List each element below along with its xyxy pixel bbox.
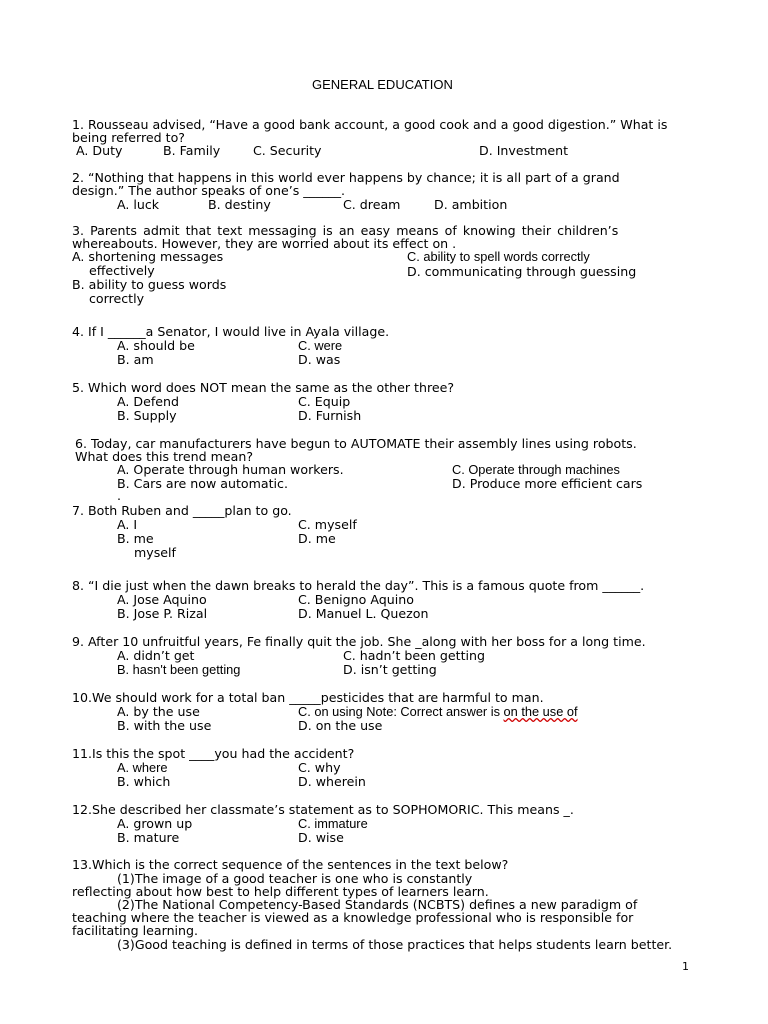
choice-b: B. destiny [208, 197, 271, 212]
choice-a: A. Jose Aquino [117, 592, 207, 607]
choice-a: A. Operate through human workers. [117, 462, 344, 477]
choice-c: C. myself [298, 517, 357, 532]
choice-b: B. Jose P. Rizal [117, 606, 208, 621]
choice-c [298, 705, 578, 719]
question-text: 3. Parents admit that text messaging is an easy means of knowing their children’s [72, 223, 619, 238]
choice-d: D. wise [298, 830, 344, 845]
choice-c: C. Security [253, 143, 322, 158]
question-text: What does this trend mean? [75, 449, 254, 464]
choice-b: B. which [117, 774, 171, 789]
question-text: whereabouts. However, they are worried about its effect on . [72, 236, 457, 251]
choice-a-continued: effectively [89, 263, 155, 278]
sentence-1: (1)The image of a good teacher is one who is constantly [117, 871, 473, 886]
sentence-2-continued: teaching where the teacher is viewed as a knowledge professional who is responsible for [72, 910, 634, 925]
choice-d: D. Investment [479, 143, 569, 158]
choice-b: B. ability to guess words [72, 277, 227, 292]
choice-b-continued: myself [134, 545, 176, 560]
spellcheck-underlined-text: on the use of [503, 704, 578, 719]
choice-d: D. communicating through guessing [407, 264, 637, 279]
sentence-3: (3)Good teaching is defined in terms of those practices that helps students learn better. [117, 937, 673, 952]
question-text: 4. If I ______a Senator, I would live in Ayala village. [72, 324, 390, 339]
question-text: being referred to? [72, 130, 185, 145]
choice-a: A. didn’t get [117, 648, 195, 663]
choice-c: C. Operate through machines [452, 462, 620, 477]
question-text: 8. “I die just when the dawn breaks to herald the day”. This is a famous quote from ______. [72, 578, 645, 593]
choice-b: B. me [117, 531, 154, 546]
question-text: 6. Today, car manufacturers have begun to AUTOMATE their assembly lines using robots. [75, 436, 637, 451]
choice-d: D. Produce more efficient cars [452, 476, 643, 491]
sentence-2-continued: facilitating learning. [72, 923, 199, 938]
choice-d: D. Furnish [298, 408, 362, 423]
question-text: 10.We should work for a total ban _____pesticides that are harmful to man. [72, 690, 544, 705]
choice-d: D. me [298, 531, 336, 546]
choice-a: A. Defend [117, 394, 180, 409]
choice-d: D. Manuel L. Quezon [298, 606, 429, 621]
choice-a: A. should be [117, 338, 195, 353]
choice-a: A. by the use [117, 704, 200, 719]
choice-b: B. with the use [117, 718, 212, 733]
choice-b: B. Cars are now automatic. [117, 476, 288, 491]
choice-a: A. grown up [117, 816, 193, 831]
question-text: 1. Rousseau advised, “Have a good bank account, a good cook and a good digestion.” What is [72, 117, 668, 132]
page-title: GENERAL EDUCATION [312, 77, 453, 92]
choice-d: D. was [298, 352, 341, 367]
choice-b: B. am [117, 352, 154, 367]
choice-b-continued: correctly [89, 291, 145, 306]
choice-a: A. I [117, 517, 138, 532]
question-text: 5. Which word does NOT mean the same as the other three? [72, 380, 455, 395]
choice-c: C. were [298, 338, 343, 353]
choice-c: C. ability to spell words correctly [407, 249, 590, 264]
choice-b: B. hasn't been getting [117, 662, 241, 677]
question-text: 11.Is this the spot ____you had the accident? [72, 746, 355, 761]
question-text: 12.She described her classmate’s statement as to SOPHOMORIC. This means _. [72, 802, 574, 817]
choice-c: C. hadn’t been getting [343, 648, 485, 663]
choice-a: A. shortening messages [72, 249, 224, 264]
choice-d: D. on the use [298, 718, 383, 733]
choice-c: C. dream [343, 197, 401, 212]
choice-c: C. immature [298, 816, 368, 831]
page-number: 1 [682, 960, 689, 973]
sentence-1-continued: reflecting about how best to help different types of learners learn. [72, 884, 489, 899]
choice-b: B. Family [163, 143, 221, 158]
choice-a: A. luck [117, 197, 160, 212]
choice-a: A. Duty [76, 143, 123, 158]
question-text: 7. Both Ruben and _____plan to go. [72, 503, 292, 518]
sentence-2: (2)The National Competency-Based Standards (NCBTS) defines a new paradigm of [117, 897, 638, 912]
question-text: 9. After 10 unfruitful years, Fe finally quit the job. She _along with her boss for a long time. [72, 634, 646, 649]
choice-c-text: C. on using Note: Correct answer is [298, 704, 504, 719]
choice-b: B. Supply [117, 408, 177, 423]
choice-d: D. isn’t getting [343, 662, 437, 677]
choice-c: C. Benigno Aquino [298, 592, 414, 607]
question-text: 13.Which is the correct sequence of the sentences in the text below? [72, 857, 509, 872]
choice-b: B. mature [117, 830, 180, 845]
choice-c: C. Equip [298, 394, 351, 409]
question-text: 2. “Nothing that happens in this world ever happens by chance; it is all part of a grand [72, 170, 620, 185]
choice-a: A. where [117, 760, 168, 775]
choice-d: D. ambition [434, 197, 508, 212]
stray-period: . [117, 488, 122, 503]
choice-d: D. wherein [298, 774, 366, 789]
question-text: design.” The author speaks of one’s ______. [72, 183, 346, 198]
choice-c: C. why [298, 760, 341, 775]
